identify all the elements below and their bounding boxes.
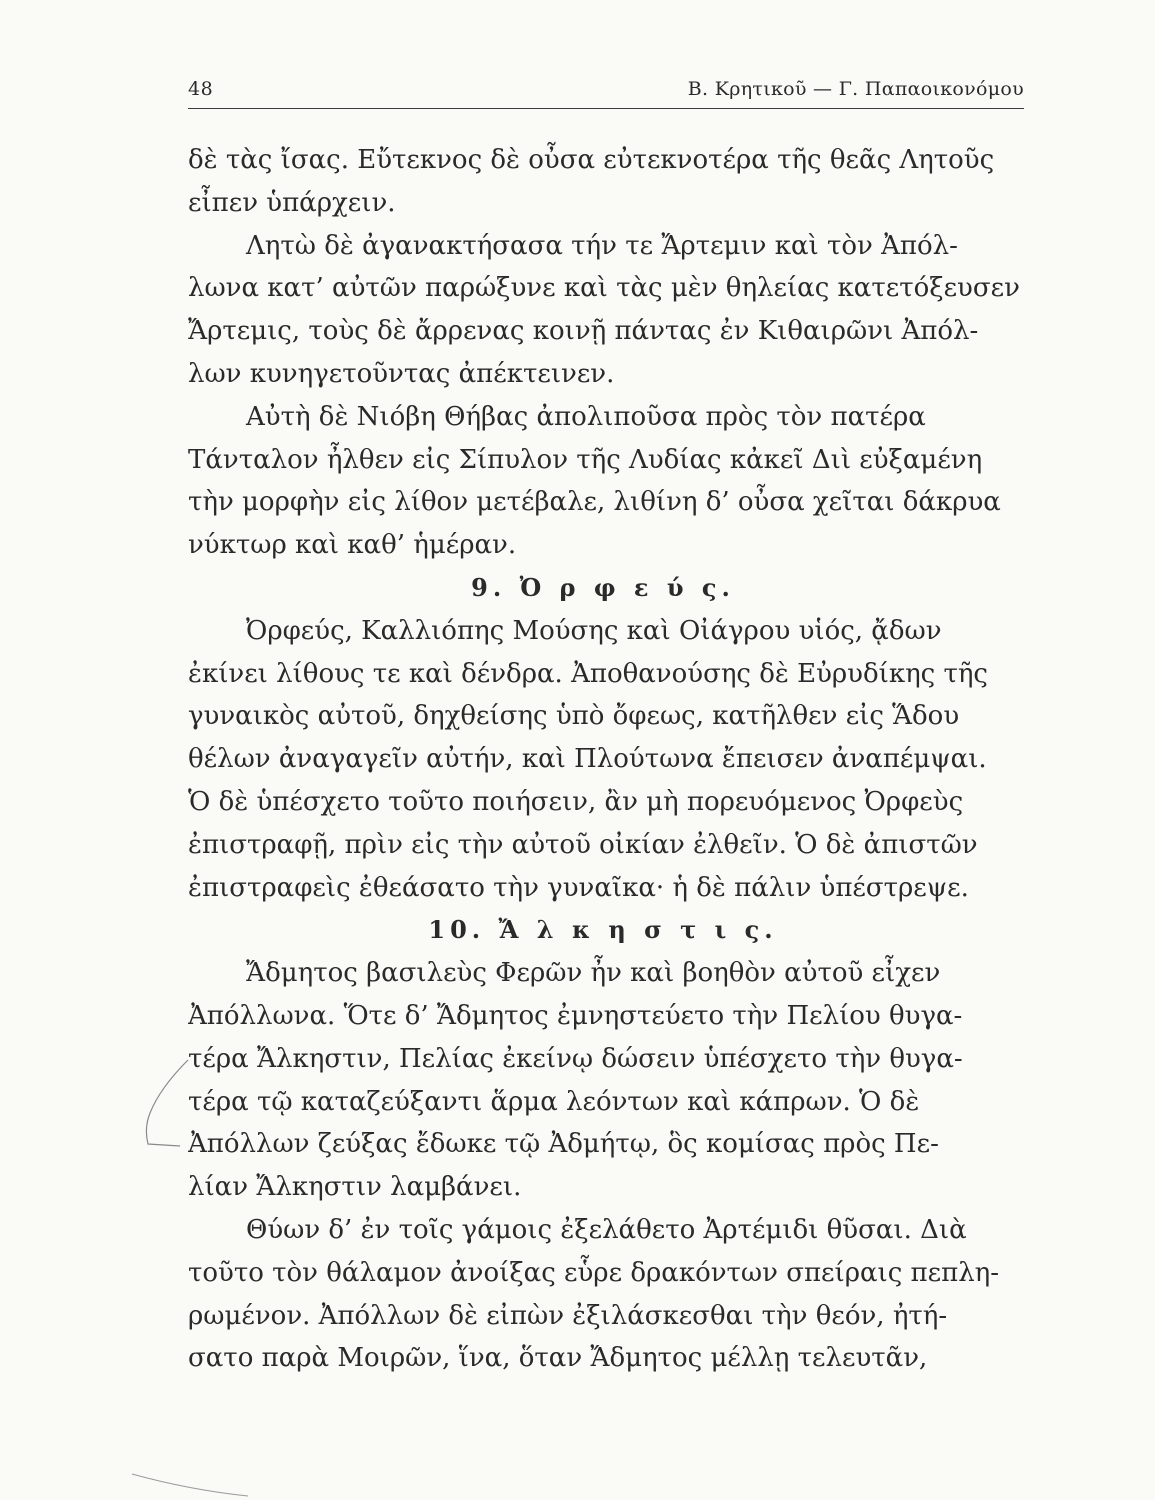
- text-line: λίαν Ἄλκηστιν λαμβάνει.: [188, 1172, 522, 1203]
- pencil-margin-mark: [140, 1058, 190, 1148]
- text-line: τέρα Ἄλκηστιν, Πελίας ἐκείνῳ δώσειν ὑπέσχετο τὴν θυγα-: [188, 1043, 963, 1074]
- text-line: λων κυνηγετοῦντας ἀπέκτεινεν.: [188, 358, 615, 389]
- section-heading-alcestis: 10. Ἄ λ κ η σ τ ι ς.: [428, 915, 778, 945]
- text-line: ἐπιστραφεὶς ἐθεάσατο τὴν γυναῖκα· ἡ δὲ πάλιν ὑπέστρεψε.: [188, 872, 969, 903]
- body-text: [188, 139, 1038, 1380]
- header-rule: [188, 108, 1024, 109]
- text-line: θέλων ἀναγαγεῖν αὐτήν, καὶ Πλούτωνα ἔπεισεν ἀναπέμψαι.: [188, 744, 987, 775]
- text-line: εἶπεν ὑπάρχειν.: [188, 187, 396, 218]
- text-line: ἐπιστραφῇ, πρὶν εἰς τὴν αὐτοῦ οἰκίαν ἐλθεῖν. Ὁ δὲ ἀπιστῶν: [188, 829, 978, 860]
- text-line: Ὀρφεύς, Καλλιόπης Μούσης καὶ Οἰάγρου υἱός, ᾄδων: [246, 615, 942, 646]
- text-line: σατο παρὰ Μοιρῶν, ἵνα, ὅταν Ἄδμητος μέλλῃ τελευτᾶν,: [188, 1343, 928, 1374]
- pencil-bottom-mark: [130, 1468, 250, 1498]
- text-line: νύκτωρ καὶ καθ’ ἡμέραν.: [188, 530, 517, 561]
- text-line: τὴν μορφὴν εἰς λίθον μετέβαλε, λιθίνη δ’ οὖσα χεῖται δάκρυα: [188, 487, 1001, 518]
- section-heading-orpheus: 9. Ὀ ρ φ ε ύ ς.: [471, 572, 735, 602]
- text-line: Ἀπόλλων ζεύξας ἔδωκε τῷ Ἀδμήτῳ, ὃς κομίσας πρὸς Πε-: [188, 1129, 939, 1160]
- text-line: Ὁ δὲ ὑπέσχετο τοῦτο ποιήσειν, ἂν μὴ πορευόμενος Ὀρφεὺς: [188, 786, 964, 817]
- page-number: 48: [188, 78, 214, 100]
- text-line: Ἄρτεμις, τοὺς δὲ ἄρρενας κοινῇ πάντας ἐν Κιθαιρῶνι Ἀπόλ-: [188, 316, 979, 347]
- running-head: Β. Κρητικοῦ — Γ. Παπαοικονόμου: [687, 78, 1024, 100]
- text-line: ἐκίνει λίθους τε καὶ δένδρα. Ἀποθανούσης δὲ Εὐρυδίκης τῆς: [188, 658, 988, 689]
- text-line: Θύων δ’ ἐν τοῖς γάμοις ἐξελάθετο Ἀρτέμιδι θῦσαι. Διὰ: [246, 1214, 967, 1245]
- text-line: τέρα τῷ καταζεύξαντι ἅρμα λεόντων καὶ κάπρων. Ὁ δὲ: [188, 1086, 920, 1117]
- text-line: Ἄδμητος βασιλεὺς Φερῶν ἦν καὶ βοηθὸν αὐτοῦ εἶχεν: [246, 958, 941, 989]
- text-line: τοῦτο τὸν θάλαμον ἀνοίξας εὗρε δρακόντων σπείραις πεπλη-: [188, 1257, 1000, 1288]
- text-line: Τάνταλον ἦλθεν εἰς Σίπυλον τῆς Λυδίας κἀκεῖ Διὶ εὐξαμένη: [188, 444, 983, 475]
- text-line: Ἀπόλλωνα. Ὅτε δ’ Ἄδμητος ἐμνηστεύετο τὴν Πελίου θυγα-: [188, 1000, 963, 1031]
- text-line: γυναικὸς αὐτοῦ, δηχθείσης ὑπὸ ὄφεως, κατῆλθεν εἰς Ἅδου: [188, 701, 960, 732]
- text-line: δὲ τὰς ἴσας. Εὔτεκνος δὲ οὖσα εὐτεκνοτέρα τῆς θεᾶς Λητοῦς: [188, 145, 995, 175]
- text-line: λωνα κατ’ αὐτῶν παρώξυνε καὶ τὰς μὲν θηλείας κατετόξευσεν: [188, 273, 1020, 304]
- text-line: Λητὼ δὲ ἀγανακτήσασα τήν τε Ἄρτεμιν καὶ τὸν Ἀπόλ-: [246, 230, 958, 261]
- text-line: ρωμένον. Ἀπόλλων δὲ εἰπὼν ἐξιλάσκεσθαι τὴν θεόν, ἠτή-: [188, 1300, 948, 1331]
- page-header: [188, 70, 1024, 110]
- text-line: Αὐτὴ δὲ Νιόβη Θήβας ἀπολιποῦσα πρὸς τὸν πατέρα: [246, 401, 926, 432]
